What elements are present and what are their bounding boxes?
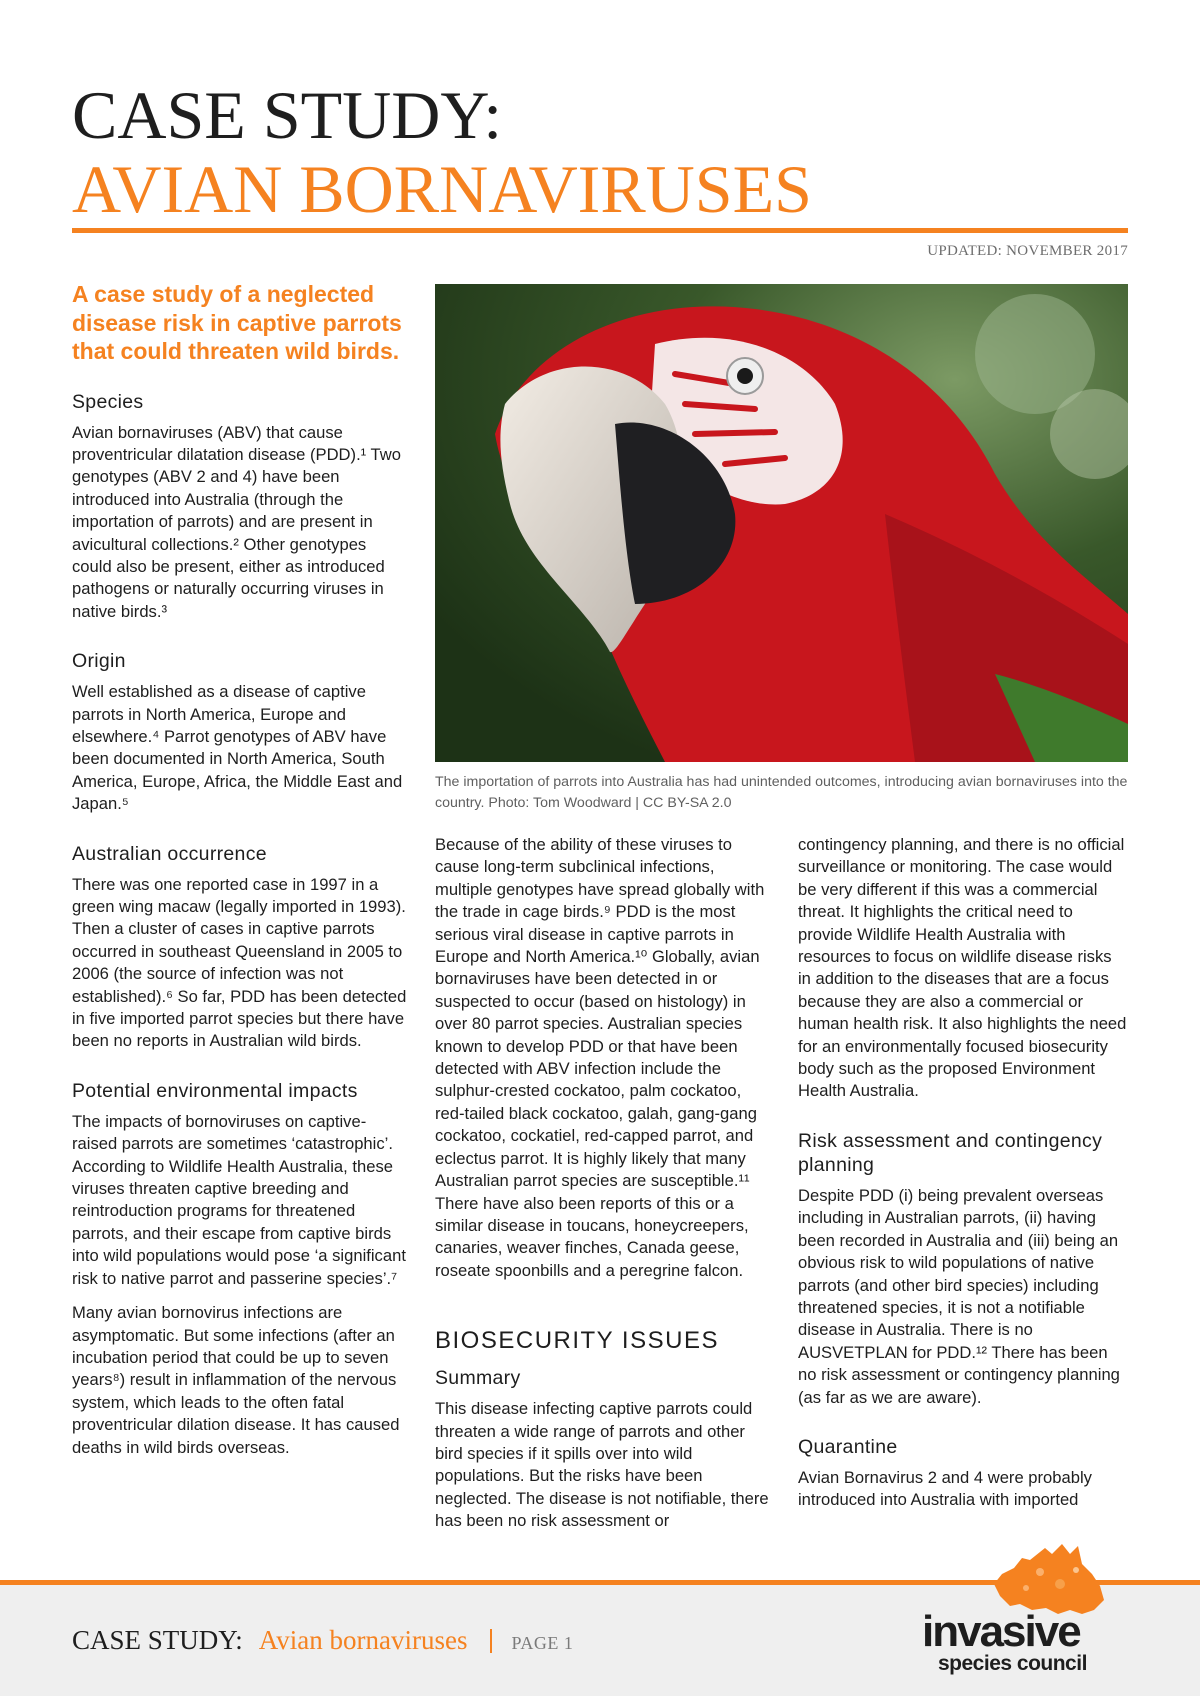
summary-body: This disease infecting captive parrots could threaten a wide range of parrots and other bird species if it spills over into wild populations. But the risks have been neglected. The disease is not notifiable, there has been no risk assessment or bbox=[435, 1399, 769, 1531]
page-title bbox=[72, 78, 812, 226]
biosecurity-heading: BIOSECURITY ISSUES bbox=[435, 1327, 719, 1355]
macaw-photo bbox=[435, 284, 1128, 762]
impacts-body-2: Many avian bornovirus infections are asymptomatic. But some infections (after an incubation period that could be up to seven years⁸) result in inflammation of the nervous system, which leads to the often fatal proventricular dilation disease. It has caused deaths in wild birds overseas. bbox=[72, 1303, 400, 1457]
logo-word-species-council: species council bbox=[938, 1652, 1087, 1675]
quarantine-body: Avian Bornavirus 2 and 4 were probably introduced into Australia with imported bbox=[798, 1467, 1092, 1510]
impacts-heading: Potential environmental impacts bbox=[72, 1079, 358, 1102]
lead-text: A case study of a neglected disease risk in captive parrots that could threaten wild birds. bbox=[72, 281, 402, 364]
species-heading: Species bbox=[72, 390, 144, 413]
logo-word-invasive: invasive bbox=[922, 1607, 1080, 1656]
photo-caption: The importation of parrots into Australia has had unintended outcomes, introducing avian bornaviruses into the country. Photo: Tom Woodward | CC BY-SA 2.0 bbox=[435, 774, 1128, 811]
footer-separator bbox=[490, 1629, 492, 1653]
middle-paragraph: Because of the ability of these viruses to cause long-term subclinical infections, multiple genotypes have spread globally with the trade in cage birds.⁹ PDD is the most serious viral disease in captive parrots in Europe and North America.¹⁰ Globally, avian bornaviruses have been detected in or suspected to occur (based on histology) in over 80 parrot species. Australian species known to develop PDD or that have been detected with ABV infection include the sulphur-crested cockatoo, palm cockatoo, red-tailed black cockatoo, galah, gang-gang cockatoo, cockatiel, red-capped parrot, and eclectus parrot. It is highly likely that many Australian parrot species are susceptible.¹¹ There have also been reports of this or a similar disease in toucans, honeycreepers, canaries, weaver finches, Canada geese, roseate spoonbills and a peregrine falcon. bbox=[435, 835, 765, 1280]
risk-body: Despite PDD (i) being prevalent overseas including in Australian parrots, (ii) having been recorded in Australia and (iii) being an obvious risk to wild populations of native parrots (and other bird species) including threatened species, it is not a notifiable disease in Australia. There is no AUSVETPLAN for PDD.¹² There has been no risk assessment or contingency planning (as far as we are aware). bbox=[798, 1185, 1120, 1407]
title-divider bbox=[72, 228, 1128, 233]
summary-heading: Summary bbox=[435, 1367, 521, 1390]
middle-column bbox=[435, 834, 769, 1559]
right-column bbox=[798, 834, 1128, 1538]
macaw-illustration bbox=[435, 284, 1128, 762]
invasive-species-council-logo bbox=[910, 1540, 1128, 1690]
origin-body: Well established as a disease of captive parrots in North America, Europe and elsewhere.⁴ Parrot genotypes of ABV have been documented in North America, South America, Europe, Africa, the Middle East and Japan.⁵ bbox=[72, 682, 403, 814]
footer-topic: Avian bornaviruses bbox=[258, 1625, 468, 1655]
risk-heading: Risk assessment and contingency planning bbox=[798, 1129, 1103, 1176]
species-body: Avian bornaviruses (ABV) that cause proventricular dilatation disease (PDD).¹ Two genotypes (ABV 2 and 4) have been introduced into Australia (through the importation of parrots) and are present in avicultural collections.² Other genotypes could also be present, either as introduced pathogens or naturally occurring viruses in native birds.³ bbox=[72, 422, 401, 621]
updated-date: UPDATED: NOVEMBER 2017 bbox=[927, 243, 1128, 259]
left-column bbox=[72, 280, 410, 1485]
impacts-body-1: The impacts of bornoviruses on captive-raised parrots are sometimes ‘catastrophic’. According to Wildlife Health Australia, these viruses threaten captive breeding and reintroduction programs for threatened parrots, and their escape from captive birds into wild populations would pose ‘a significant risk to native parrot and passerine species’.⁷ bbox=[72, 1111, 406, 1288]
right-paragraph: contingency planning, and there is no official surveillance or monitoring. The case would be very different if this was a commercial threat. It highlights the critical need to provide Wildlife Health Australia with resources to focus on wildlife disease risks in addition to the diseases that are a focus because they are also a commercial or human health risk. It also highlights the need for an environmentally focused biosecurity body such as the proposed Environment Health Australia. bbox=[798, 835, 1127, 1101]
quarantine-heading: Quarantine bbox=[798, 1435, 898, 1458]
title-line-topic: AVIAN BORNAVIRUSES bbox=[72, 151, 812, 227]
occurrence-heading: Australian occurrence bbox=[72, 842, 267, 865]
occurrence-body: There was one reported case in 1997 in a green wing macaw (legally imported in 1993). Then a cluster of cases in captive parrots occurred in southeast Queensland in 2005 to 2006 (the source of infection was not established).⁶ So far, PDD has been detected in five imported parrot species but there have been no reports in Australian wild birds. bbox=[72, 874, 407, 1051]
title-line-case-study: CASE STUDY: bbox=[72, 77, 503, 153]
page-number: PAGE 1 bbox=[511, 1633, 574, 1653]
footer-title bbox=[72, 1625, 573, 1656]
footer-case-study: CASE STUDY: bbox=[72, 1625, 243, 1655]
origin-heading: Origin bbox=[72, 650, 126, 673]
